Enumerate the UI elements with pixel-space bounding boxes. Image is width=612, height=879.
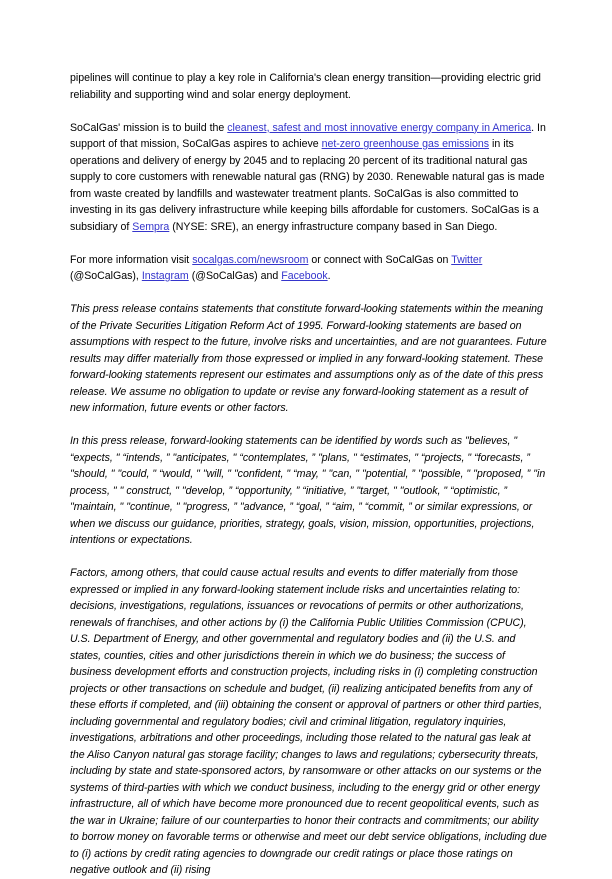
- paragraph-p-mission: [70, 120, 547, 236]
- text-run: (@SoCalGas) and: [188, 270, 282, 282]
- text-run: in its operations and delivery of energy by 2045 and to replacing 20 percent of its traditional natural gas supply to core customers with renewable natural gas (RNG) by 2030. Renewable natural gas is made from waste created by landfills and wastewater treatment plants. SoCalGas is also committed to investing in its gas delivery infrastructure while keeping bills affordable for customers. SoCalGas is a subsidiary of: [70, 138, 545, 233]
- text-run: . In support of that mission, SoCalGas aspires to achieve: [70, 121, 546, 150]
- text-run: .: [327, 270, 331, 282]
- hyperlink[interactable]: socalgas.com/newsroom: [192, 253, 309, 266]
- hyperlink[interactable]: Facebook: [281, 270, 328, 282]
- text-run: For more information visit: [70, 253, 193, 266]
- paragraph-p-pipelines: [70, 70, 547, 103]
- document-text-column: [70, 70, 547, 879]
- text-run: In this press release, forward-looking statements can be identified by words such as "believes, " “expects, " “intends, ” "anticipates, " “contemplates, ” "plans, " “estimates, " “projects, " “forecasts, ” "should, " "could, " “would, " "will, " "confident, " “may, " "can, " "potential, ” "possible, " "proposed, ” "in process, " " construct, " "develop, ” “opportunity, ” “initiative, ” "target, " "outlook, " “optimistic, ” "maintain, " "continue, " "progress, ” "advance, ” “goal, ” “aim, ” “commit, ” or similar expressions, or when we discuss our guidance, priorities, strategy, goals, vision, mission, opportunities, projections, intentions or expectations.: [70, 435, 546, 546]
- text-run: (NYSE: SRE), an energy infrastructure company based in San Diego.: [169, 220, 498, 233]
- text-run: This press release contains statements that constitute forward-looking statements within the meaning of the Private Securities Litigation Reform Act of 1995. Forward-looking statements are based on assumptions with respect to the future, involve risks and uncertainties, and are not guarantees. Future results may differ materially from those expressed or implied in any forward-looking statement. These forward-looking statements represent our estimates and assumptions only as of the date of this press release. We assume no obligation to update or revise any forward-looking statement as a result of new information, future events or other factors.: [70, 303, 547, 414]
- hyperlink[interactable]: cleanest, safest and most innovative energy company in America: [227, 121, 532, 134]
- text-run: SoCalGas' mission is to build the: [70, 121, 228, 134]
- text-run: Factors, among others, that could cause actual results and events to differ materially from those expressed or implied in any forward-looking statement include risks and uncertainties relating to: decisions, investigations, regulations, issuances or revocations of permits or other authorizations, renewals of franchises, and other actions by (i) the California Public Utilities Commission (CPUC), U.S. Department of Energy, and other governmental and regulatory bodies and (ii) the U.S. and states, counties, cities and other jurisdictions therein in which we do business; the success of business development efforts and construction projects, including risks in (i) completing construction projects or other transactions on schedule and budget, (ii) realizing anticipated benefits from any of these efforts if completed, and (iii) obtaining the consent or approval of partners or other third parties, including governmental and regulatory bodies; civil and criminal litigation, regulatory inquiries, investigations, arbitrations and other proceedings, including those related to the natural gas leak at the Aliso Canyon natural gas storage facility; changes to laws and regulations; cybersecurity threats, including by state and state-sponsored actors, by ransomware or other attacks on our systems or the systems of third-parties with which we conduct business, including to the energy grid or other energy infrastructure, all of which have become more pronounced due to recent geopolitical events, such as the war in Ukraine; failure of our counterparties to honor their contracts and commitments; our ability to borrow money on favorable terms or otherwise and meet our debt service obligations, including due to (i) actions by credit rating agencies to downgrade our credit ratings or place those ratings on negative outlook and (ii) rising: [70, 567, 547, 876]
- paragraph-p-moreinfo: [70, 252, 547, 285]
- text-run: (@SoCalGas),: [70, 270, 142, 282]
- text-run: or connect with SoCalGas on: [308, 253, 452, 266]
- paragraph-p-fls-words: [70, 433, 547, 549]
- hyperlink[interactable]: Instagram: [141, 270, 189, 282]
- paragraph-p-fls-intro: [70, 301, 547, 417]
- hyperlink[interactable]: Sempra: [132, 220, 170, 233]
- paragraph-p-fls-factors: [70, 565, 547, 879]
- hyperlink[interactable]: Twitter: [451, 253, 483, 266]
- hyperlink[interactable]: net-zero greenhouse gas emissions: [321, 138, 490, 150]
- text-run: pipelines will continue to play a key role in California's clean energy transition—providing electric grid reliability and supporting wind and solar energy deployment.: [70, 72, 541, 101]
